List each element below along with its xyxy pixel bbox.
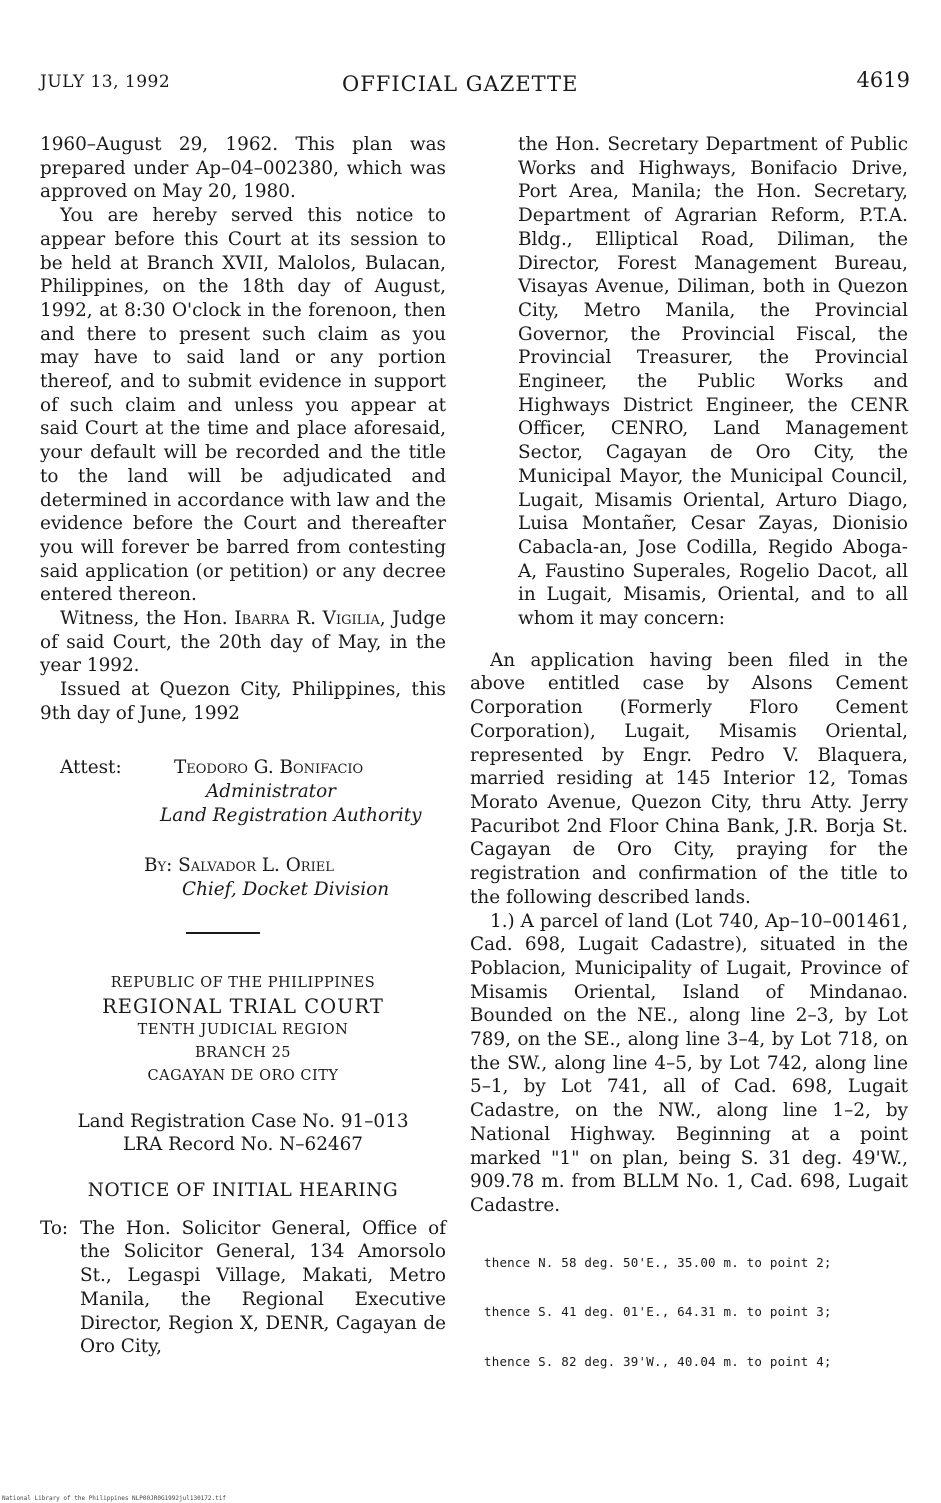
judicial-region: TENTH JUDICIAL REGION (137, 1021, 349, 1038)
by-title: Chief, Docket Division (182, 878, 390, 900)
court-heading (40, 972, 446, 1088)
attest-name: Teodoro G. Bonifacio (174, 756, 364, 778)
continued-paragraph: 1960–August 29, 1962. This plan was prepared under Ap–04–002380, which was approved on May 20, 1980. (40, 134, 446, 203)
branch: BRANCH 25 (194, 1044, 292, 1061)
lra-record: LRA Record No. N–62467 (122, 1134, 364, 1156)
parcel-description: 1.) A parcel of land (Lot 740, Ap–10–001461, Cad. 698, Lugait Cadastre), situated in the Poblacion, Municipality of Lugait, Province of Misamis Oriental, Island of Mindanao. Bounded on the NE., along line 2–3, by Lot 789, on the SE., along line 3–4, by Lot 718, on the SW., along line 4–5, by Lot 742, along line 5–1, by Lot 741, all of Cad. 698, Lugait Cadastre, on the NW., along line 1–2, by National Highway. Beginning at a point marked "1" on plan, being S. 31 deg. 49'W., 909.78 m. from BLLM No. 1, Cad. 698, Lugait Cadastre. (470, 910, 908, 1216)
attest-block (40, 756, 446, 844)
by-block (40, 854, 446, 910)
issued-paragraph: Issued at Quezon City, Philippines, this 9th day of June, 1992 (40, 679, 446, 724)
addressees-continued: the Hon. Secretary Department of Public Works and Highways, Bonifacio Drive, Port Area, Manila; the Hon. Secretary, Department of Agrarian Reform, P.T.A. Bldg., Elliptical Road, Diliman, the Director, Forest Management Bureau, Visayas Avenue, Diliman, both in Quezon City, Metro Manila, the Provincial Governor, the Provincial Fiscal, the Provincial Treasurer, the Provincial Engineer, the Public Works and Highways District Engineer, the CENR Officer, CENRO, Land Management Sector, Cagayan de Oro City, the Municipal Mayor, the Municipal Council, Lugait, Misamis Oriental, Arturo Diago, Luisa Montañer, Cesar Zayas, Dionisio Cabacla-an, Jose Codilla, Regido Aboga-A, Faustino Superales, Rogelio Dacot, all in Lugait, Misamis, Oriental, and to all whom it may concern: (518, 134, 908, 630)
page-header (40, 68, 910, 102)
publication-title: OFFICIAL GAZETTE (342, 72, 579, 96)
scan-footer: National Library of the Philippines NLP00JR0G1992jul130172.tif (2, 1495, 226, 1502)
served-paragraph: You are hereby served this notice to appear before this Court at its session to be held at Branch XVII, Malolos, Bulacan, Philippines, on the 18th day of August, 1992, at 8:30 O'clock in the forenoon, then and there to present such claim as you may have to said land or any portion thereof, and to submit evidence in support of such claim and unless you appear at said Court at the time and place aforesaid, your default will be recorded and the title to the land will be adjudicated and determined in accordance with law and the evidence before the Court and thereafter you will forever be barred from contesting said application (or petition) or any decree entered thereon. (40, 205, 446, 606)
republic-line: REPUBLIC OF THE PHILIPPINES (110, 974, 376, 991)
thence-line: thence S. 41 deg. 01'E., 64.31 m. to point 3; (484, 1304, 832, 1320)
case-number: Land Registration Case No. 91–013 (77, 1110, 409, 1132)
case-numbers (40, 1110, 446, 1157)
issue-date: JULY 13, 1992 (40, 72, 171, 92)
addressee-paragraph (40, 1217, 446, 1359)
thence-line: thence N. 58 deg. 50'E., 35.00 m. to point 2; (484, 1254, 832, 1270)
witness-suffix: , Judge of said Court, the 20th day of May, in the year 1992. (40, 608, 446, 677)
thence-line: thence S. 82 deg. 39'W., 40.04 m. to point 4; (484, 1353, 832, 1369)
attest-label: Attest: (60, 756, 122, 778)
attest-office: Land Registration Authority (160, 804, 422, 826)
application-paragraph: An application having been filed in the above entitled case by Alsons Cement Corporation (Formerly Floro Cement Corporation), Lugait, Misamis Oriental, represented by Engr. Pedro V. Blaquera, married residing at 145 Interior 12, Tomas Morato Avenue, Quezon City, thru Atty. Jerry Pacuribot 2nd Floor China Bank, J.R. Borja St. Cagayan de Oro City, praying for the registration and confirmation of the title to the following described lands. (470, 649, 908, 908)
to-label: To: (40, 1217, 69, 1239)
attest-title: Administrator (206, 780, 336, 802)
witness-name: Ibarra R. Vigilia (234, 608, 380, 630)
court-name: REGIONAL TRIAL COURT (102, 994, 384, 1018)
right-column (470, 133, 908, 1403)
court-city: CAGAYAN DE ORO CITY (147, 1067, 339, 1084)
thence-list (470, 1222, 908, 1404)
to-text: The Hon. Solicitor General, Office of the Solicitor General, 134 Amorsolo St., Legaspi Village, Makati, Metro Manila, the Regional Executive Director, Region X, DENR, Cagayan de Oro City, (80, 1217, 446, 1358)
section-divider (186, 932, 260, 934)
notice-title: NOTICE OF INITIAL HEARING (87, 1179, 399, 1201)
by-line (144, 854, 334, 878)
by-name: Salvador L. Oriel (178, 854, 334, 876)
left-column (40, 133, 446, 1359)
page-number: 4619 (856, 68, 910, 92)
by-label: By: (144, 854, 179, 876)
witness-prefix: Witness, the Hon. (60, 608, 235, 630)
witness-paragraph (40, 607, 446, 678)
